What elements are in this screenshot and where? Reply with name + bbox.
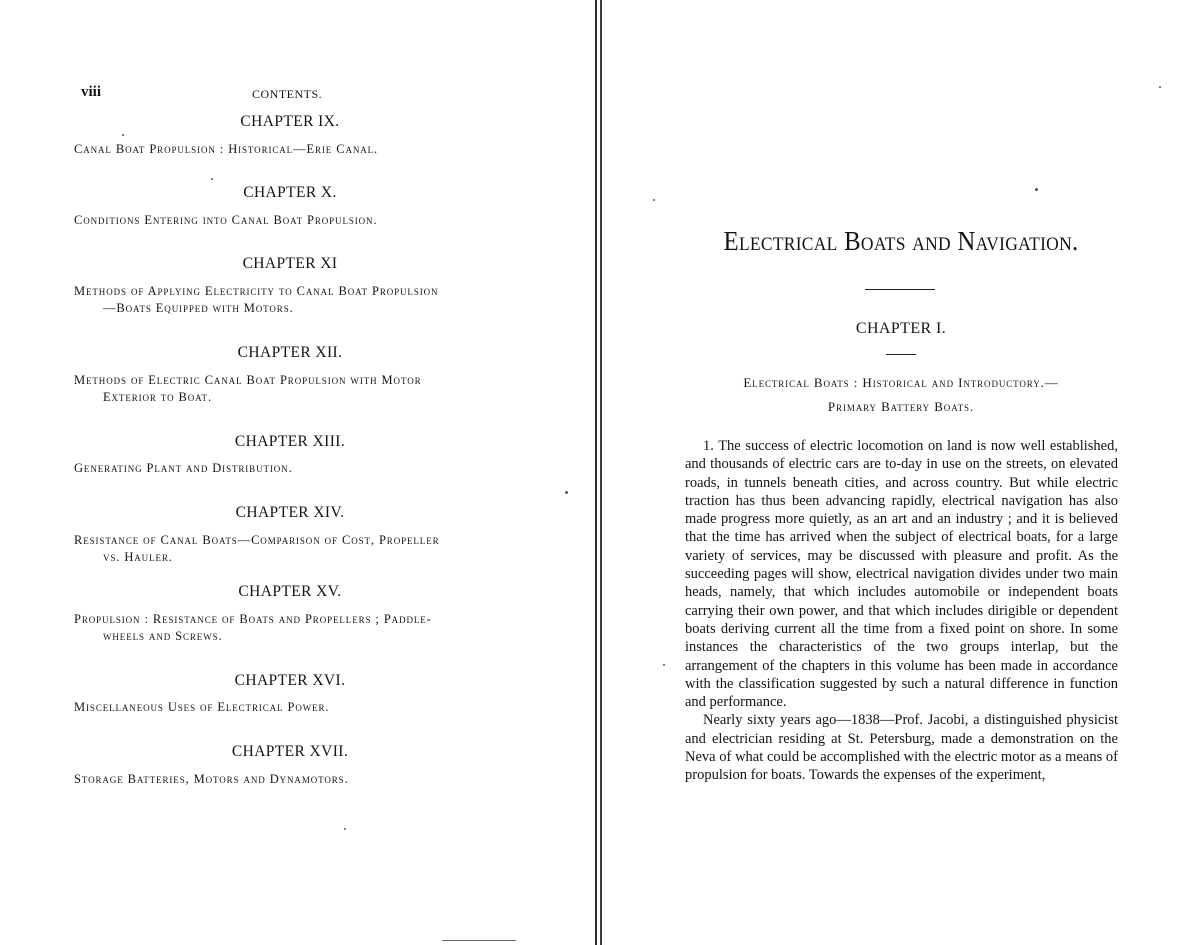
chapter-rule [886, 354, 916, 355]
subtitle-line: Electrical Boats : Historical and Introductory.— [743, 375, 1059, 390]
entry-line: Methods of Electric Canal Boat Propulsion with Motor [74, 373, 422, 387]
entry-line: Methods of Applying Electricity to Canal Boat Propulsion [74, 284, 439, 298]
print-speck [663, 664, 665, 666]
chapter-heading: CHAPTER I. [855, 320, 947, 337]
chapter-entry [74, 141, 514, 158]
print-speck [1035, 188, 1038, 191]
entry-line: wheels and Screws. [103, 629, 223, 643]
chapter-heading: CHAPTER IX. [240, 113, 340, 130]
page-number: viii [81, 84, 102, 100]
entry-line: Generating Plant and Distribution. [74, 461, 293, 475]
chapter-heading: CHAPTER XI [242, 255, 338, 272]
chapter-heading: CHAPTER XV. [238, 583, 342, 600]
entry-line: Resistance of Canal Boats—Comparison of Cost, Propeller [74, 533, 440, 547]
entry-line: Conditions Entering into Canal Boat Propulsion. [74, 213, 378, 227]
entry-line: vs. Hauler. [103, 550, 173, 564]
book-gutter [594, 0, 603, 945]
running-head: CONTENTS. [252, 87, 323, 101]
entry-line: Propulsion : Resistance of Boats and Propellers ; Paddle- [74, 612, 432, 626]
chapter-heading: CHAPTER XVI. [234, 672, 346, 689]
chapter-entry [74, 212, 514, 229]
paragraph: Nearly sixty years ago—1838—Prof. Jacobi, a distinguished physicist and electrician residing at St. Petersburg, made a demonstration on the Neva of what could be accomplished with the electric motor as a means of propulsion for boats. Towards the expenses of the experiment, [685, 712, 1118, 784]
print-speck [211, 178, 213, 180]
chapter-subtitle [663, 371, 1139, 419]
print-speck [1159, 86, 1161, 88]
chapter-entry [74, 699, 514, 716]
entry-line: Miscellaneous Uses of Electrical Power. [74, 700, 330, 714]
entry-line: Exterior to Boat. [103, 390, 212, 404]
chapter-heading: CHAPTER XIV. [235, 504, 345, 521]
paragraph: 1. The success of electric locomotion on land is now well established, and thousands of electric cars are to-day in use on the streets, on elevated roads, in tunnels beneath cities, and across country. But while electric traction has thus been advancing rapidly, electrical navigation has also made progress more quietly, as an art and an industry ; and it is believed that the time has arrived when the subject of electrical boats, for a large variety of services, may be discussed with pleasure and profit. As the succeeding pages will show, electrical navigation divides under two main heads, namely, that which includes automobile or independent boats carrying their own power, and that which includes dirigible or dependent boats deriving current all the time from a fixed point on shore. In some instances the characteristics of the two groups interlap, but the arrangement of the chapters in this volume has been made in accordance with the classification suggested by such a natural difference in function and performance. [685, 438, 1118, 711]
chapter-heading: CHAPTER XVII. [231, 743, 349, 760]
entry-line: —Boats Equipped with Motors. [103, 301, 294, 315]
chapter-heading: CHAPTER XIII. [234, 433, 346, 450]
left-page [0, 0, 594, 945]
entry-line: Canal Boat Propulsion : Historical—Erie Canal. [74, 142, 379, 156]
print-speck [565, 491, 568, 494]
chapter-body [685, 437, 1118, 785]
chapter-entry [74, 460, 514, 477]
print-speck [344, 828, 346, 830]
chapter-heading: CHAPTER XII. [237, 344, 343, 361]
book-title: Electrical Boats and Navigation. [723, 226, 1079, 256]
print-speck [653, 199, 655, 201]
print-speck [122, 134, 124, 136]
subtitle-line: Primary Battery Boats. [827, 399, 975, 414]
page-edge-mark [442, 940, 516, 941]
entry-line: Storage Batteries, Motors and Dynamotors. [74, 772, 349, 786]
chapter-entry [74, 532, 514, 566]
chapter-entry [74, 372, 514, 406]
title-rule [865, 289, 935, 290]
chapter-heading: CHAPTER X. [243, 184, 337, 201]
chapter-entry [74, 283, 514, 317]
right-page [603, 0, 1199, 945]
chapter-entry [74, 611, 514, 645]
chapter-entry [74, 771, 514, 788]
